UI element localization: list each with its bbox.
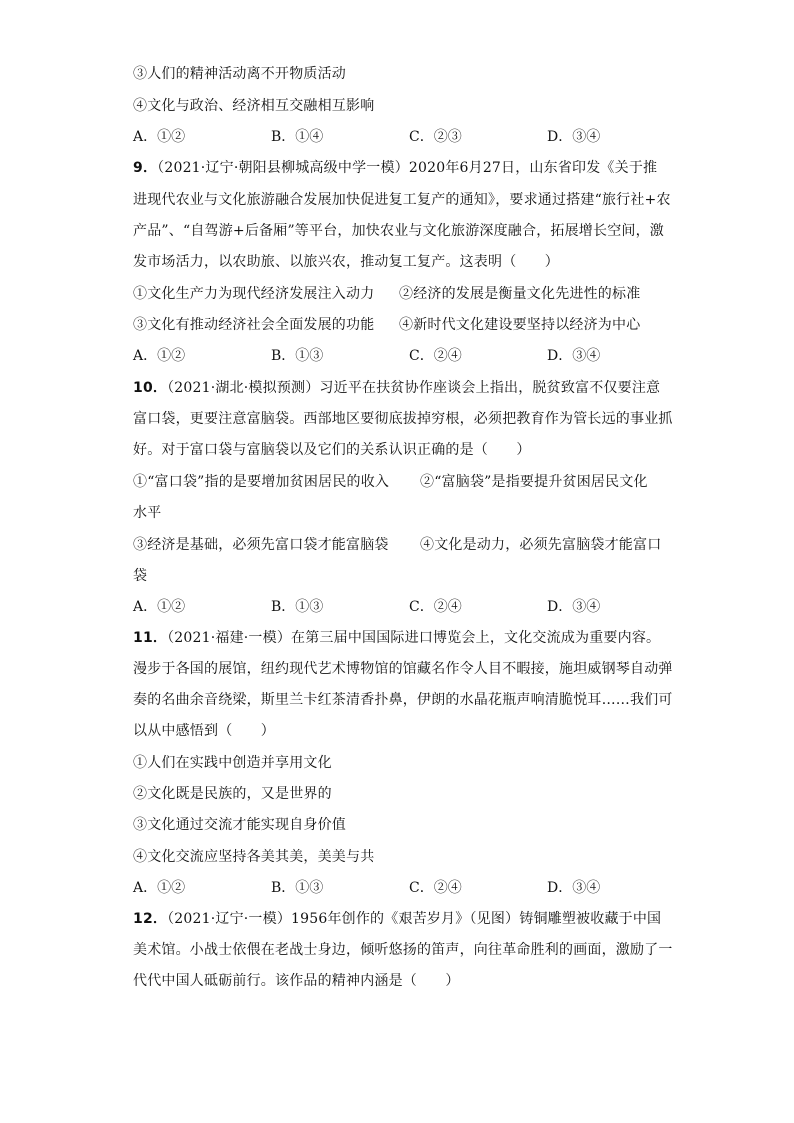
q8-statement-4: ④文化与政治、经济相互交融相互影响 xyxy=(133,98,375,114)
q10-statement-2-cont: 水平 xyxy=(133,505,162,521)
q12-stem-line-2: 美术馆。小战士依偎在老战士身边，倾听悠扬的笛声，向往革命胜利的画面，激励了一 xyxy=(133,942,673,958)
q10-stem-line-2: 富口袋，更要注意富脑袋。西部地区要彻底拔掉穷根，必须把教育作为管长远的事业抓 xyxy=(133,411,673,427)
q11-choice-c[interactable]: C．②④ xyxy=(409,880,462,896)
q9-statement-1: ①文化生产力为现代经济发展注入动力 xyxy=(133,286,375,302)
q9-choice-a[interactable]: A．①② xyxy=(133,348,186,364)
q9-choice-c[interactable]: C．②④ xyxy=(409,348,462,364)
q10-choice-b[interactable]: B．①③ xyxy=(271,599,324,615)
q11-stem-line-2: 漫步于各国的展馆，纽约现代艺术博物馆的馆藏名作令人目不暇接，施坦威钢琴自动弹 xyxy=(133,661,673,677)
q8-choice-b[interactable]: B．①④ xyxy=(271,129,324,145)
q11-statement-3: ③文化通过交流才能实现自身价值 xyxy=(133,817,346,833)
q8-choice-c[interactable]: C．②③ xyxy=(409,129,462,145)
q8-choices xyxy=(133,127,673,147)
q10-statement-4-cont: 袋 xyxy=(133,568,148,584)
q11-number: 11． xyxy=(133,630,168,646)
q10-number: 10． xyxy=(133,380,168,396)
q9-choices xyxy=(133,346,673,366)
q12-stem-line-3: 代代中国人砥砺前行。该作品的精神内涵是（ ） xyxy=(133,973,460,989)
q10-choices xyxy=(133,597,673,617)
q10-stem-line-3: 好。对于富口袋与富脑袋以及它们的关系认识正确的是（ ） xyxy=(133,442,531,458)
q11-choice-d[interactable]: D．③④ xyxy=(547,880,601,896)
q9-stem-line-4: 发市场活力，以农助旅、以旅兴农，推动复工复产。这表明（ ） xyxy=(133,254,559,270)
q8-choice-a[interactable]: A．①② xyxy=(133,129,186,145)
q11-statement-4: ④文化交流应坚持各美其美，美美与共 xyxy=(133,849,375,865)
q9-statement-4: ④新时代文化建设要坚持以经济为中心 xyxy=(399,317,641,333)
q12-stem-line-1: 12．（2021·辽宁·一模）1956年创作的《艰苦岁月》（见图）铸铜雕塑被收藏于中国 xyxy=(133,911,662,927)
q10-statement-4: ④文化是动力，必须先富脑袋才能富口 xyxy=(420,537,662,553)
q8-statement-3: ③人们的精神活动离不开物质活动 xyxy=(133,66,346,82)
q9-number: 9． xyxy=(133,160,158,176)
q10-stem-line-1: 10．（2021·湖北·模拟预测）习近平在扶贫协作座谈会上指出，脱贫致富不仅要注意 xyxy=(133,380,661,396)
q11-choice-b[interactable]: B．①③ xyxy=(271,880,324,896)
q9-choice-b[interactable]: B．①③ xyxy=(271,348,324,364)
q10-statement-3: ③经济是基础，必须先富口袋才能富脑袋 xyxy=(133,537,389,553)
q11-choices xyxy=(133,878,673,898)
q10-choice-a[interactable]: A．①② xyxy=(133,599,186,615)
q11-statement-2: ②文化既是民族的，又是世界的 xyxy=(133,786,332,802)
q11-stem-line-3: 奏的名曲余音绕梁，斯里兰卡红茶清香扑鼻，伊朗的水晶花瓶声响清脆悦耳……我们可 xyxy=(133,692,673,708)
q9-choice-d[interactable]: D．③④ xyxy=(547,348,601,364)
q11-stem-line-4: 以从中感悟到（ ） xyxy=(133,723,275,739)
q11-statement-1: ①人们在实践中创造并享用文化 xyxy=(133,755,332,771)
q10-statement-2: ②“富脑袋”是指要提升贫困居民文化 xyxy=(420,474,648,490)
q11-stem-line-1: 11．（2021·福建·一模）在第三届中国国际进口博览会上，文化交流成为重要内容。 xyxy=(133,630,661,646)
q9-statement-2: ②经济的发展是衡量文化先进性的标准 xyxy=(399,286,641,302)
q8-choice-d[interactable]: D．③④ xyxy=(547,129,601,145)
q12-number: 12． xyxy=(133,911,168,927)
q11-choice-a[interactable]: A．①② xyxy=(133,880,186,896)
q10-statement-1: ①“富口袋”指的是要增加贫困居民的收入 xyxy=(133,474,390,490)
q9-stem-line-2: 进现代农业与文化旅游融合发展加快促进复工复产的通知》，要求通过搭建“旅行社+农 xyxy=(133,192,671,208)
q10-choice-d[interactable]: D．③④ xyxy=(547,599,601,615)
q9-statement-3: ③文化有推动经济社会全面发展的功能 xyxy=(133,317,375,333)
q9-stem-line-3: 产品”、“自驾游+后备厢”等平台，加快农业与文化旅游深度融合，拓展增长空间，激 xyxy=(133,223,664,239)
q10-choice-c[interactable]: C．②④ xyxy=(409,599,462,615)
q9-stem-line-1: 9．（2021·辽宁·朝阳县柳城高级中学一模）2020年6月27日，山东省印发《关于推 xyxy=(133,160,658,176)
